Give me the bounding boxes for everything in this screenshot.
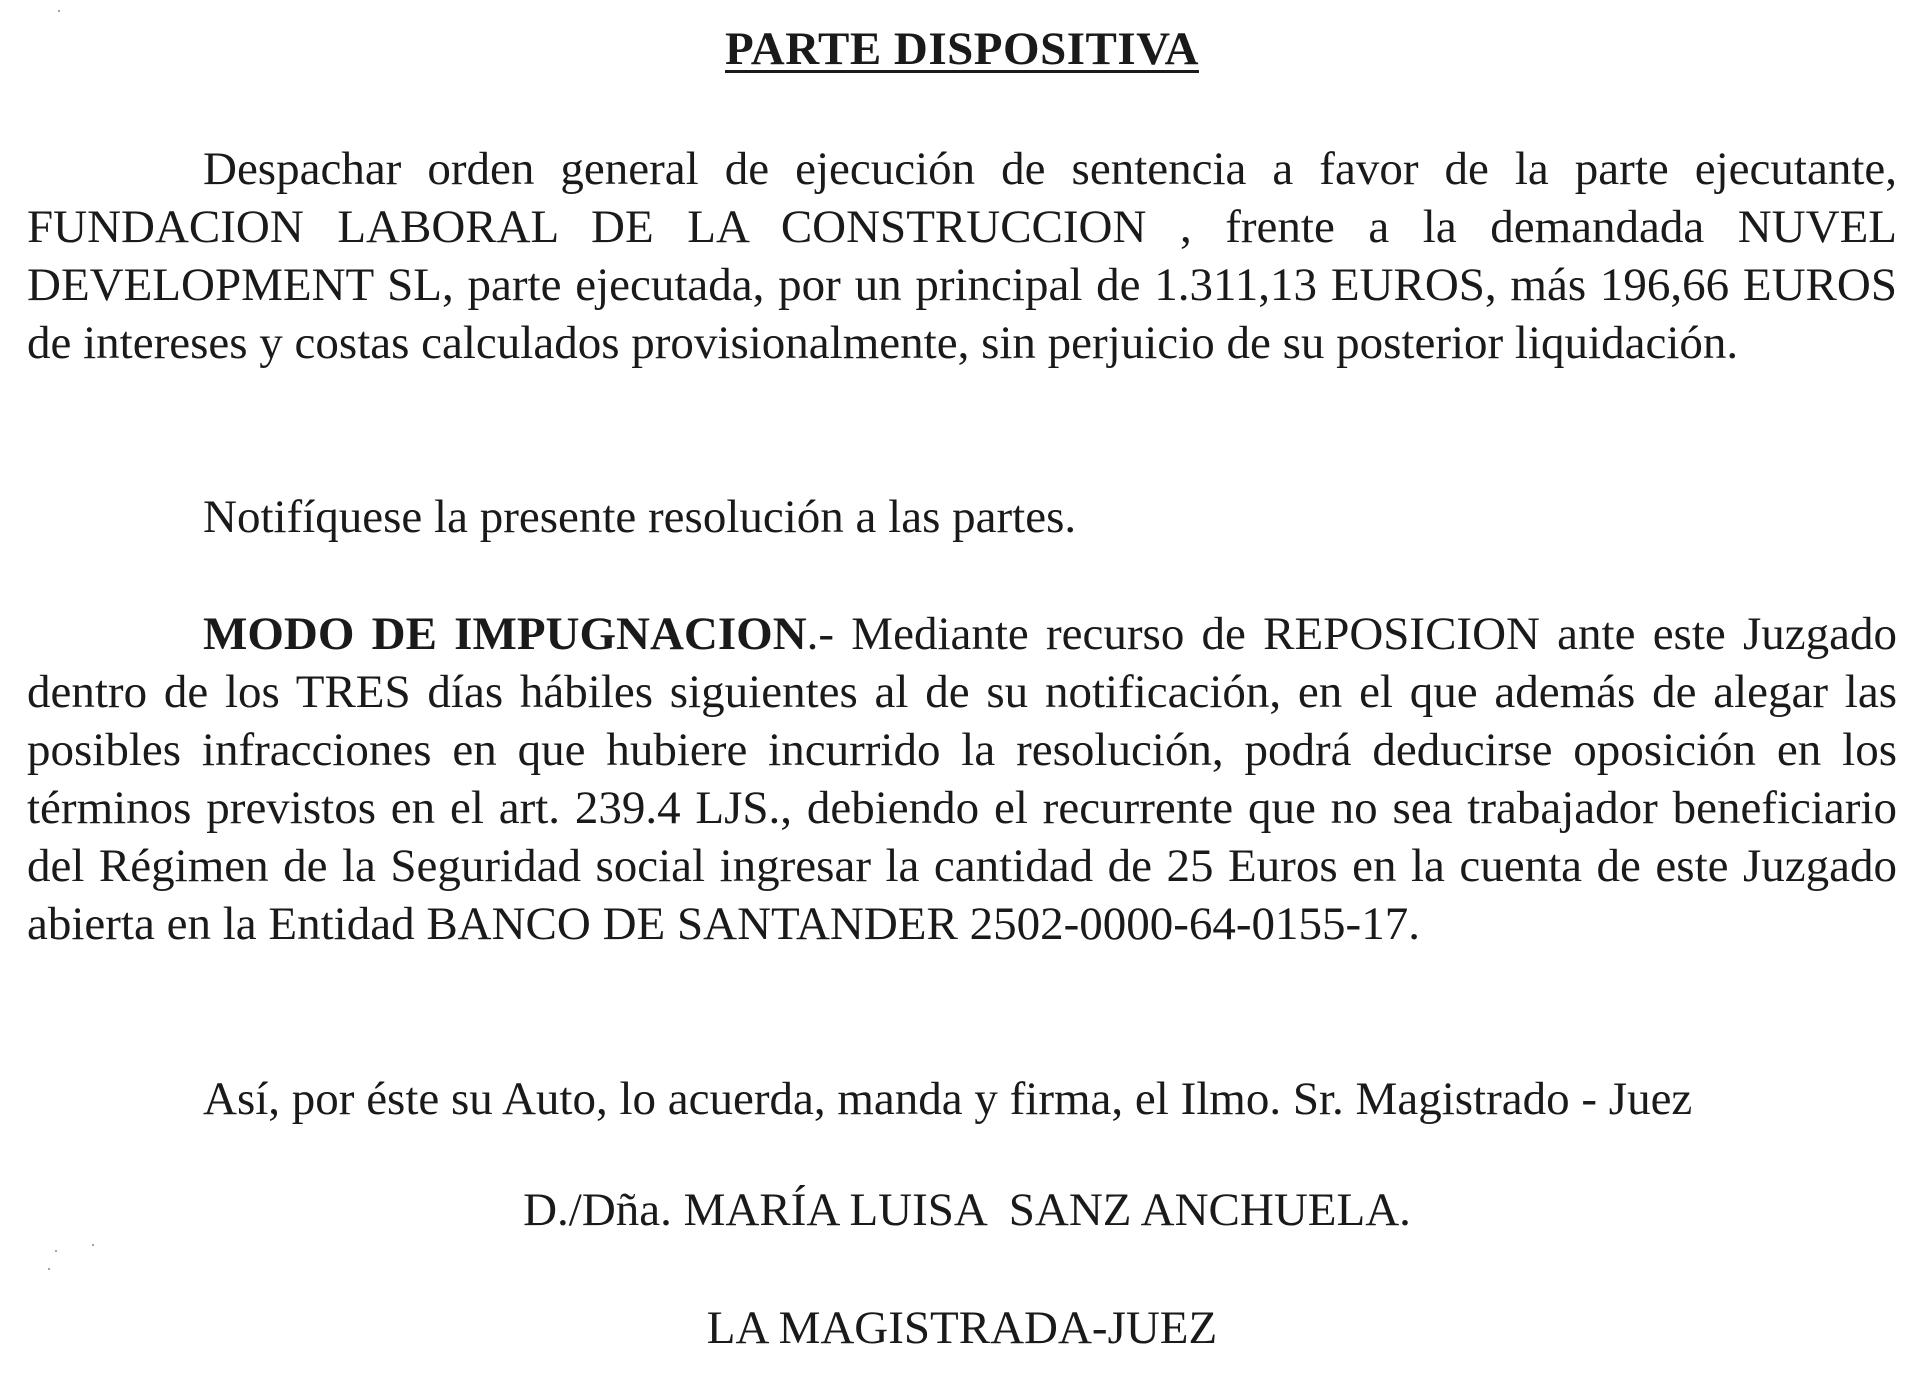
signatory-name: D./Dña. MARÍA LUISA SANZ ANCHUELA. [523,1184,1411,1236]
scan-speck [48,1268,50,1270]
signatory-role: LA MAGISTRADA-JUEZ [706,1302,1218,1354]
scan-speck [58,10,60,12]
paragraph-execution-order: Despachar orden general de ejecución de sentencia a favor de la parte ejecutante, FUNDACION LABORAL DE LA CONSTRUCCION , frente a la demandada NUVEL DEVELOPMENT SL, parte ejecutada, por un principal de 1.311,13 EUROS, más 196,66 EUROS de intereses y costas calculados provisionalmente, sin perjuicio de su posterior liquidación. [27,143,1897,369]
challenge-method-heading: MODO DE IMPUGNACION [203,608,807,660]
scan-speck [55,1250,57,1252]
challenge-method-body: .- Mediante recurso de REPOSICION ante este Juzgado dentro de los TRES días hábiles siguientes al de su notificación, en el que además de alegar las posibles infracciones en que hubiere incurrido la resolución, podrá deducirse oposición en los términos previstos en el art. 239.4 LJS., debiendo el recurrente que no sea trabajador beneficiario del Régimen de la Seguridad social ingresar la cantidad de 25 Euros en la cuenta de este Juzgado abierta en la Entidad BANCO DE SANTANDER 2502-0000-64-0155-17. [27,608,1898,950]
paragraph-notification: Notifíquese la presente resolución a las partes. [203,491,1077,543]
scan-speck [92,1244,94,1246]
paragraph-signature-intro: Así, por éste su Auto, lo acuerda, manda y firma, el Ilmo. Sr. Magistrado - Juez [203,1073,1693,1125]
document-title: PARTE DISPOSITIVA [725,23,1199,75]
paragraph-challenge-method [27,605,1897,953]
